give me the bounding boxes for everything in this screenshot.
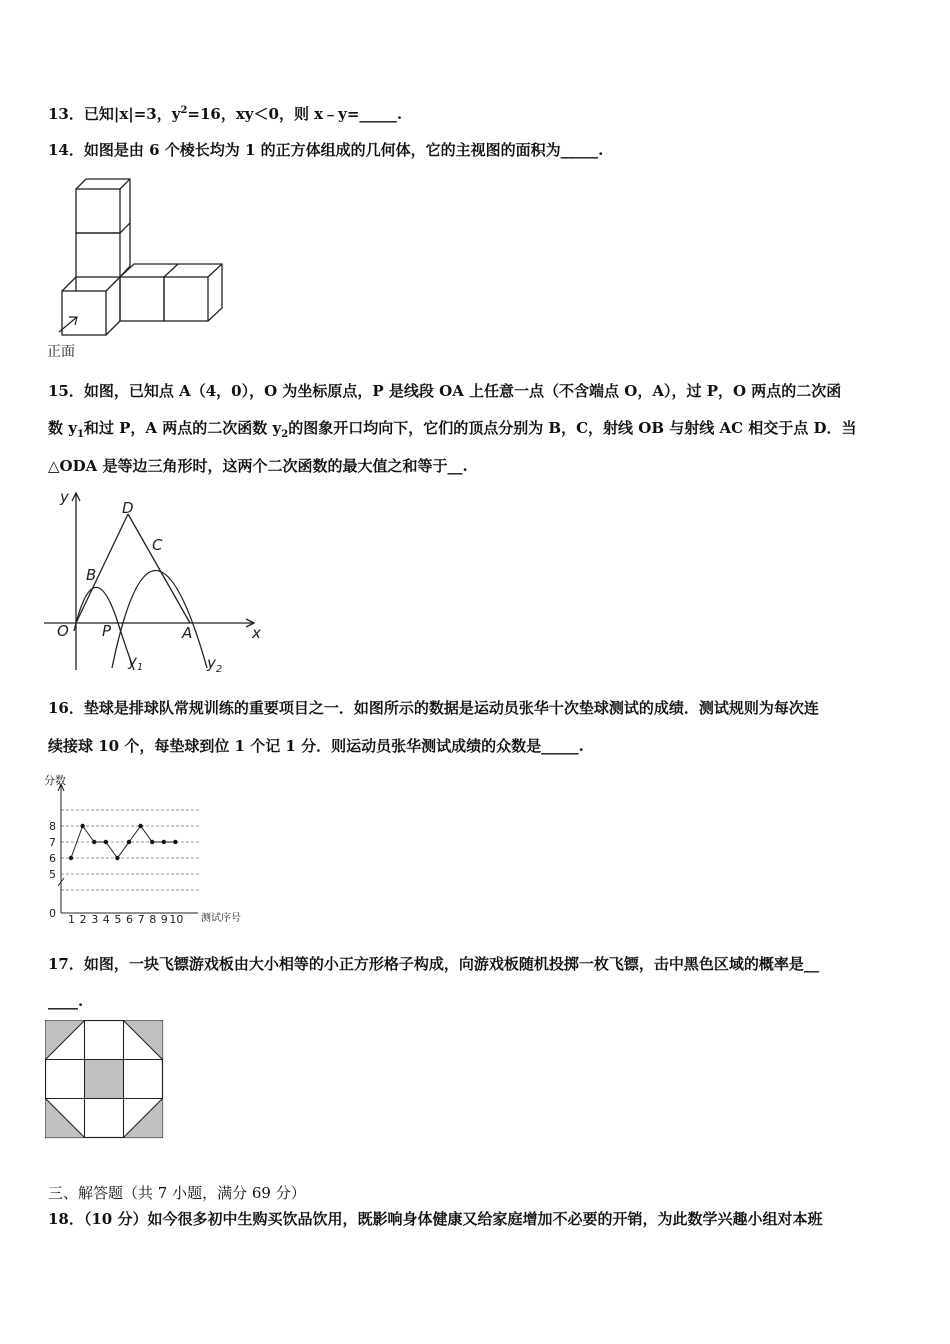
- score-line-chart: [40, 770, 260, 930]
- dart-board: [45, 1020, 165, 1140]
- chart-y-label: 分数: [44, 774, 66, 787]
- x-tick-label: 8: [149, 913, 157, 926]
- x-tick-label: 5: [114, 913, 122, 926]
- data-point: [138, 824, 142, 828]
- label-P: P: [102, 622, 112, 640]
- y-tick-label: 5: [49, 868, 56, 881]
- data-point: [104, 840, 108, 844]
- y-axis: [58, 785, 64, 913]
- label-x-axis: x: [252, 624, 261, 642]
- y-tick-label: 6: [49, 852, 56, 865]
- y-tick-label: 8: [49, 820, 56, 833]
- label-y1: $y_1$: [128, 652, 144, 673]
- data-point: [80, 824, 84, 828]
- q15-line1: 15．如图，已知点 A（4，0），O 为坐标原点，P 是线段 OA 上任意一点（不含端点 O，A），过 P，O 两点的二次函: [48, 382, 842, 400]
- y-tick-label: 7: [49, 836, 56, 849]
- label-C: C: [152, 536, 163, 554]
- q16-line1: 16．垫球是排球队常规训练的重要项目之一．如图所示的数据是运动员张华十次垫球测试的成绩．测试规则为每次连: [48, 699, 819, 717]
- label-A: A: [182, 624, 193, 642]
- x-tick-label: 9: [160, 913, 168, 926]
- data-point: [150, 840, 154, 844]
- front-view-label: 正面: [47, 344, 75, 360]
- label-B: B: [86, 566, 97, 584]
- x-tick-label: 7: [137, 913, 145, 926]
- x-tick-label: 4: [102, 913, 110, 926]
- data-point: [115, 856, 119, 860]
- label-O: O: [57, 622, 69, 640]
- x-tick-label: 1: [68, 913, 75, 926]
- x-tick-label: 3: [91, 913, 99, 926]
- q15-line3: △ODA 是等边三角形时，这两个二次函数的最大值之和等于__.: [48, 457, 468, 475]
- data-point: [127, 840, 131, 844]
- x-tick-label: 2: [79, 913, 87, 926]
- label-y-axis: y: [60, 488, 69, 506]
- q15-parabola-figure: [42, 488, 267, 678]
- label-D: D: [122, 499, 134, 517]
- q17-line2: ____.: [48, 992, 84, 1010]
- data-point: [173, 840, 177, 844]
- q18-text: 18．（10 分）如今很多初中生购买饮品饮用，既影响身体健康又给家庭增加不必要的开销，为此数学兴趣小组对本班: [48, 1210, 823, 1228]
- q14-text: 14．如图是由 6 个棱长均为 1 的正方体组成的几何体，它的主视图的面积为_____.: [48, 141, 604, 159]
- chart-x-label: 测试序号: [201, 913, 241, 924]
- shaded-center-square: [85, 1060, 124, 1099]
- q15-line2: 数 $y_1$和过 P，A 两点的二次函数 $y_2$的图象开口均向下，它们的顶点分别为 B，C，射线 OB 与射线 AC 相交于点 D．当: [48, 419, 857, 440]
- y-tick-label: 0: [49, 907, 56, 920]
- data-point: [92, 840, 96, 844]
- q13-text: 13．已知|x|=3，$y^2=16$，xy＜0，则 x﹣y=_____.: [48, 105, 403, 123]
- data-point: [162, 840, 166, 844]
- q16-line2: 续接球 10 个，每垫球到位 1 个记 1 分．则运动员张华测试成绩的众数是_____.: [48, 737, 584, 755]
- section-3-heading: 三、解答题（共 7 小题，满分 69 分）: [48, 1184, 306, 1202]
- label-y2: $y_2$: [207, 654, 223, 675]
- x-tick-label: 6: [126, 913, 133, 926]
- data-point: [69, 856, 73, 860]
- q14-cube-figure: [45, 176, 225, 361]
- x-tick-label: 10: [169, 913, 184, 926]
- q17-line1: 17．如图，一块飞镖游戏板由大小相等的小正方形格子构成，向游戏板随机投掷一枚飞镖，击中黑色区域的概率是__: [48, 955, 819, 973]
